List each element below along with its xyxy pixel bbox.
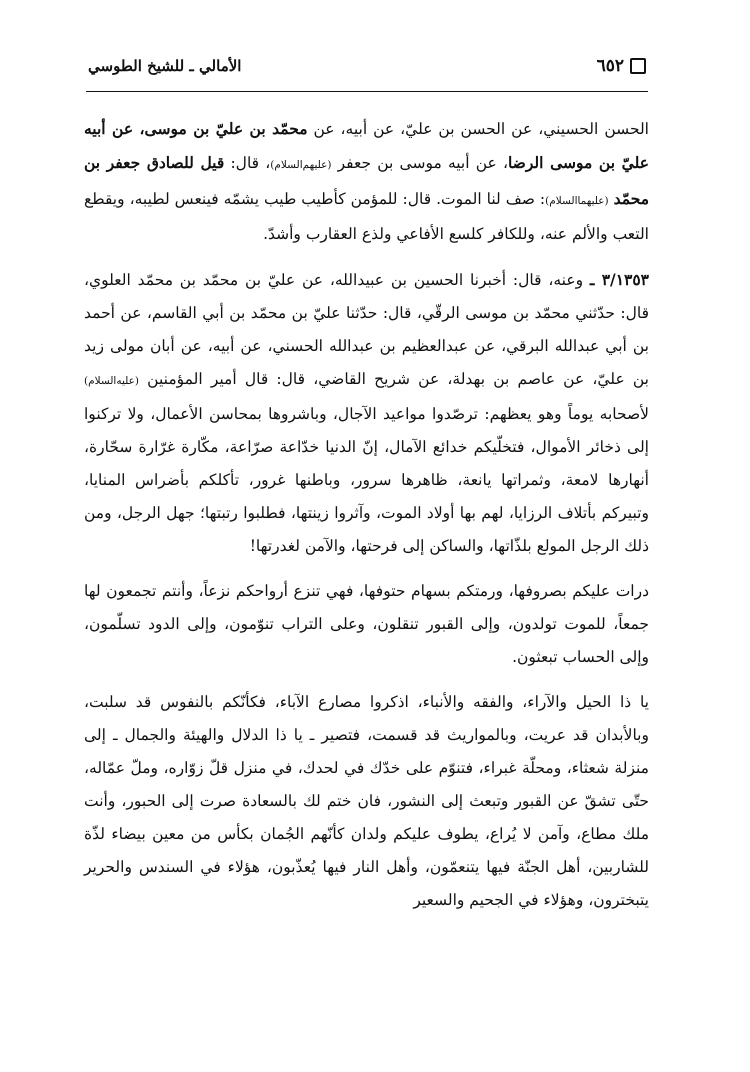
paragraph-3: درات عليكم بصروفها، ورمتكم بسهام حتوفها، فهي تنزع أرواحكم نزعاً، وأنتم تجمعون لها جمعاً، للموت تولدون، وإلى القبور تنقلون، وعلى التراب تنوّمون، وإلى الدود تسلّمون، وإلى الحساب تبعثون. bbox=[84, 582, 649, 666]
bold-run: قيل للصادق جعفر بن محمّد bbox=[84, 153, 649, 208]
body-text bbox=[84, 112, 649, 929]
bold-run: محمّد بن عليّ بن موسى، عن أبيه عليّ بن موسى الرضا bbox=[84, 119, 649, 172]
paragraph-1 bbox=[84, 112, 649, 251]
page-number: ٦٥٢ bbox=[596, 56, 624, 76]
honorific-small: (عليه‌السلام) bbox=[84, 375, 139, 387]
text-run: ، قال: bbox=[224, 154, 271, 172]
paragraph-4: يا ذا الحيل والآراء، والفقه والأنباء، اذكروا مصارع الآباء، فكأنّكم بالنفوس قد سلبت، وبالأبدان قد عريت، وبالمواريث قد قسمت، فتصير ـ يا ذا الدلال والهيئة والجمال ـ إلى منزلة شعثاء، ومحلّة غبراء، فتنوّم على خدّك في لحدك، في منزل قلّ زوّاره، وملّ عمّاله، حتّى تشقّ عن القبور وتبعث إلى النشور، فان ختم لك بالسعادة صرت إلى الحبور، وأنت ملك مطاع، وآمن لا يُراع، يطوف عليكم ولدان كأنّهم الجُمان بكأس من معين بيضاء لذّة للشاربين، أهل الجنّة فيها يتنعمّون، وأهل النار فيها يُعذّبون، هؤلاء في السندس والحرير يتبخترون، وهؤلاء في الجحيم والسعير bbox=[84, 693, 649, 909]
honorific-small: (عليهما‌السلام) bbox=[545, 195, 609, 207]
running-title: الأمالي ـ للشيخ الطوسي bbox=[88, 57, 242, 75]
text-run: لأصحابه يوماً وهو يعظهم: ترصّدوا مواعيد الآجال، وباشروها بمحاسن الأعمال، ولا تركنوا إلى ذخائر الأموال، فتخلّيكم خدائع الآمال، إنّ الدنيا خدّاعة صرّاعة، مكّارة غرّارة سحّارة، أنهارها لامعة، وثمراتها يانعة، ظاهرها سرور، وباطنها غرور، تأكلكم بأضراس المنايا، وتبيركم بأتلاف الرزايا، لهم بها أولاد الموت، وآثروا زينتها، فطلبوا رتبتها؛ جهل الرجل، ومن ذلك الرجل المولع بلذّاتها، والساكن إلى فرحتها، والآمن لغدرتها! bbox=[84, 405, 649, 555]
text-run: وعنه، قال: أخبرنا الحسين بن عبيدالله، عن عليّ بن محمّد بن محمّد العلوي، قال: حدّثني محمّد بن موسى الرقّي، قال: حدّثنا عليّ بن محمّد بن أبي القاسم، عن أحمد بن أبي عبدالله البرقي، عن عبدالعظيم بن عبدالله الحسني، عن أبيه، عن أبان مولى زيد بن عليّ، عن عاصم بن بهدلة، عن شريح القاضي، قال: قال أمير المؤمنين bbox=[84, 271, 649, 388]
square-icon bbox=[630, 58, 646, 74]
page-number-block bbox=[597, 56, 646, 76]
page-header bbox=[88, 52, 646, 80]
paragraph-2 bbox=[84, 263, 649, 563]
honorific-small: (عليهم‌السلام) bbox=[270, 159, 332, 171]
hadith-number: ٣/١٣٥٣ ـ bbox=[589, 270, 650, 289]
text-run: : صف لنا الموت. قال: للمؤمن كأطيب طيب يشمّه فينعس لطيبه، ويقطع التعب والألم عنه، وللكافر كلسع الأفاعي ولذع العقارب وأشدّ. bbox=[84, 190, 649, 243]
text-run: ، عن أبيه موسى بن جعفر bbox=[331, 154, 508, 172]
text-run: الحسن الحسيني، عن الحسن بن عليّ، عن أبيه، عن bbox=[307, 120, 649, 138]
header-rule bbox=[86, 91, 648, 92]
